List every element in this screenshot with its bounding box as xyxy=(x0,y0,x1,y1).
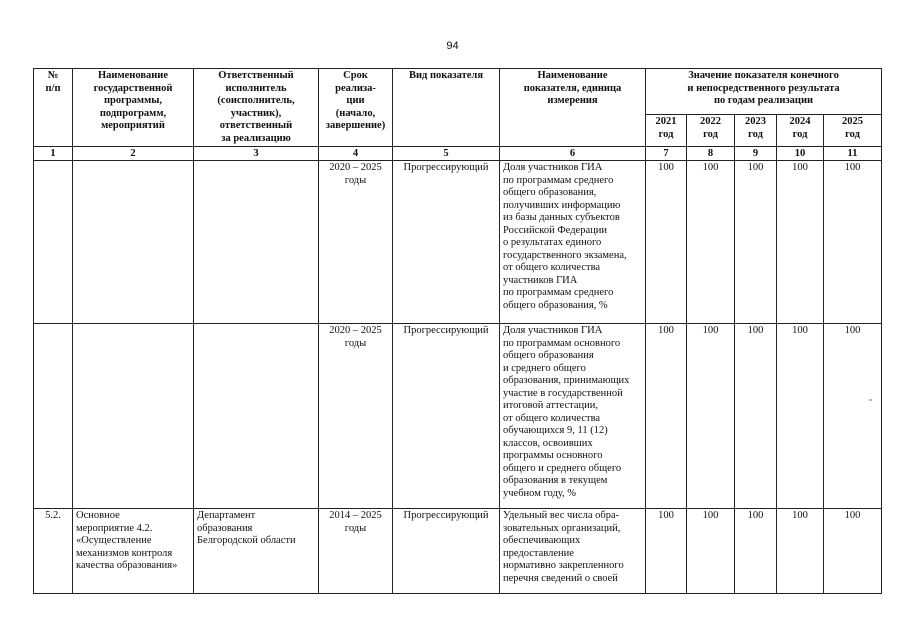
row-executor xyxy=(194,161,319,324)
column-number: 7 xyxy=(646,147,687,161)
column-number: 6 xyxy=(500,147,646,161)
row-value-2024: 100 xyxy=(777,324,824,509)
header-program-name: Наименование государственной программы, подпрограмм, мероприятий xyxy=(73,69,194,147)
row-number xyxy=(34,161,73,324)
row-value-2024: 100 xyxy=(777,509,824,594)
column-number: 8 xyxy=(687,147,735,161)
column-number: 11 xyxy=(824,147,882,161)
header-year-2023: 2023 год xyxy=(735,115,777,147)
row-program-name xyxy=(73,161,194,324)
row-indicator-kind: Прогрессирующий xyxy=(393,161,500,324)
row-indicator-name: Удельный вес числа обра- зовательных организаций, обеспечивающих предоставление нормативно закрепленного перечня сведений о своей xyxy=(500,509,646,594)
column-number: 10 xyxy=(777,147,824,161)
column-number: 1 xyxy=(34,147,73,161)
header-number: № п/п xyxy=(34,69,73,147)
header-year-2021: 2021 год xyxy=(646,115,687,147)
row-value-2021: 100 xyxy=(646,161,687,324)
row-program-name xyxy=(73,324,194,509)
header-indicator-name: Наименование показателя, единица измерения xyxy=(500,69,646,147)
header-values-group: Значение показателя конечного и непосредственного результата по годам реализации xyxy=(646,69,882,115)
column-numbers-row xyxy=(34,147,882,161)
row-executor xyxy=(194,324,319,509)
row-value-2024: 100 xyxy=(777,161,824,324)
header-period: Срок реализа- ции (начало, завершение) xyxy=(319,69,393,147)
header-year-2022: 2022 год xyxy=(687,115,735,147)
header-year-2024: 2024 год xyxy=(777,115,824,147)
header-executor: Ответственный исполнитель (соисполнитель, участник), ответственный за реализацию xyxy=(194,69,319,147)
indicators-table xyxy=(33,68,882,594)
table-row xyxy=(34,324,882,509)
row-value-2023: 100 xyxy=(735,324,777,509)
row-indicator-name: Доля участников ГИА по программам основного общего образования и среднего общего образования, принимающих участие в государственной итоговой аттестации, от общего количества обучающихся 9, 11 (12) классов, освоивших программы основного общего и среднего общего образования в текущем учебном году, % xyxy=(500,324,646,509)
table-row xyxy=(34,509,882,594)
row-value-2025: 100 xyxy=(824,324,882,509)
header-year-2025: 2025 год xyxy=(824,115,882,147)
row-value-2023: 100 xyxy=(735,509,777,594)
page-number: 94 xyxy=(446,40,459,52)
row-value-2023: 100 xyxy=(735,161,777,324)
row-value-2022: 100 xyxy=(687,161,735,324)
table-row xyxy=(34,161,882,324)
row-value-2021: 100 xyxy=(646,509,687,594)
row-number xyxy=(34,324,73,509)
row-executor: Департамент образования Белгородской области xyxy=(194,509,319,594)
row-period: 2020 – 2025 годы xyxy=(319,324,393,509)
row-value-2022: 100 xyxy=(687,509,735,594)
column-number: 4 xyxy=(319,147,393,161)
row-value-2021: 100 xyxy=(646,324,687,509)
header-indicator-kind: Вид показателя xyxy=(393,69,500,147)
row-value-2025: 100 xyxy=(824,161,882,324)
scan-speck xyxy=(869,399,872,401)
column-number: 9 xyxy=(735,147,777,161)
row-period: 2014 – 2025 годы xyxy=(319,509,393,594)
column-number: 5 xyxy=(393,147,500,161)
row-period: 2020 – 2025 годы xyxy=(319,161,393,324)
row-value-2022: 100 xyxy=(687,324,735,509)
column-number: 3 xyxy=(194,147,319,161)
row-indicator-name: Доля участников ГИА по программам среднего общего образования, получивших информацию из базы данных субъектов Российской Федерации о результатах единого государственного экзамена, от общего количества участников ГИА по программам среднего общего образования, % xyxy=(500,161,646,324)
row-program-name: Основное мероприятие 4.2. «Осуществление механизмов контроля качества образования» xyxy=(73,509,194,594)
row-indicator-kind: Прогрессирующий xyxy=(393,324,500,509)
row-indicator-kind: Прогрессирующий xyxy=(393,509,500,594)
row-number: 5.2. xyxy=(34,509,73,594)
row-value-2025: 100 xyxy=(824,509,882,594)
column-number: 2 xyxy=(73,147,194,161)
